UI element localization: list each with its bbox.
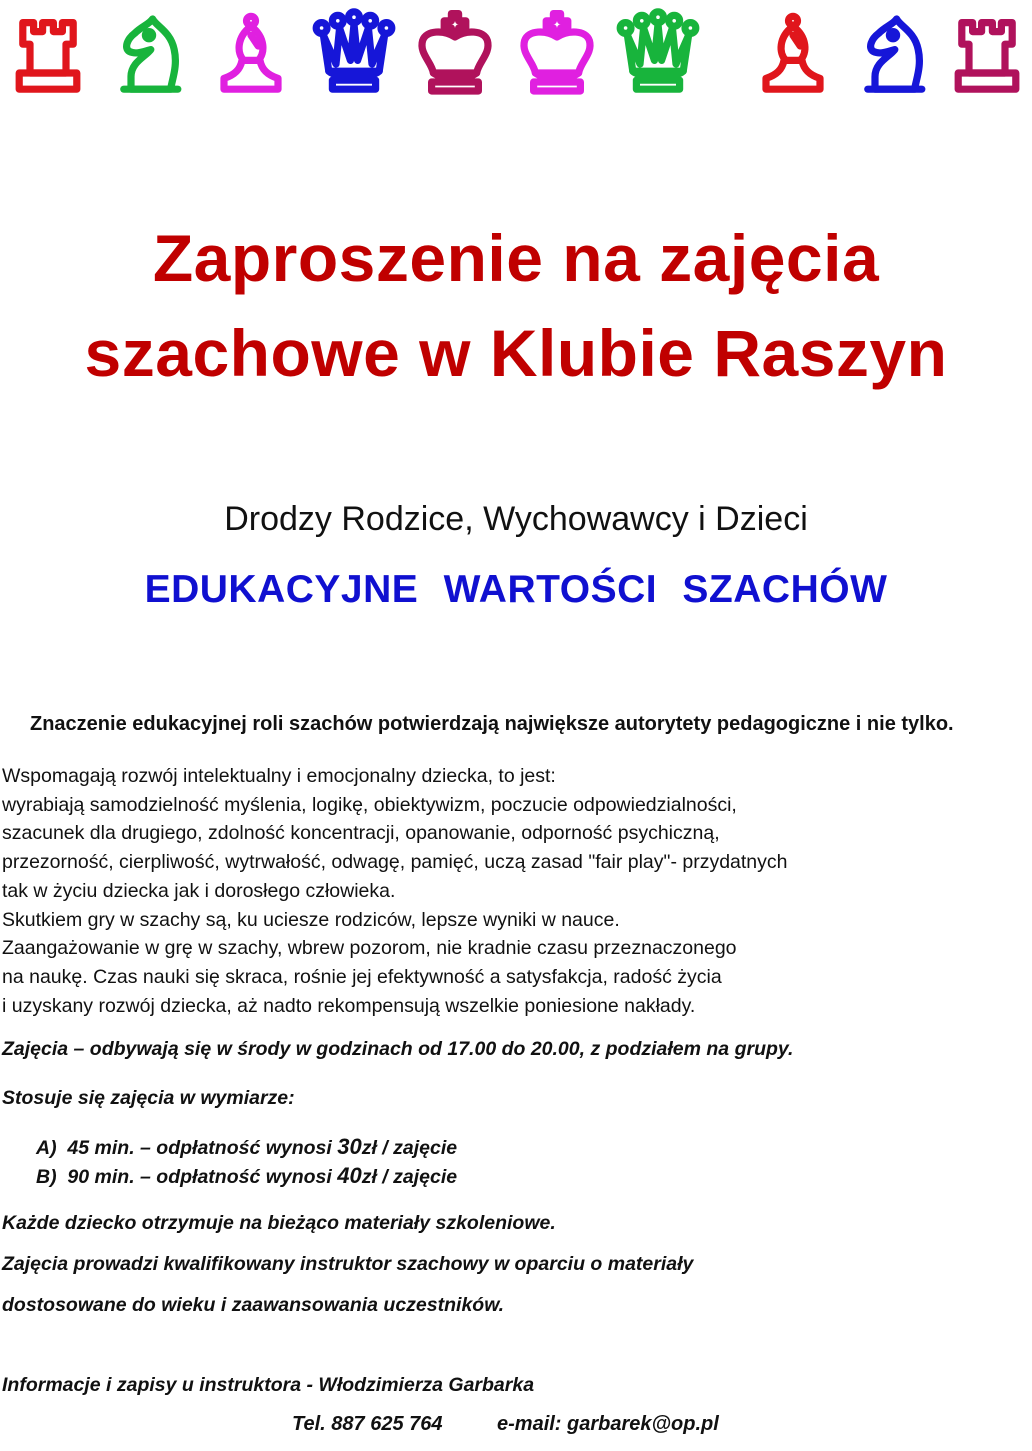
bishop-icon <box>748 10 838 100</box>
paragraph-line: Wspomagają rozwój intelektualny i emocjonalny dziecka, to jest: <box>2 765 556 787</box>
paragraph-line: szacunek dla drugiego, zdolność koncentracji, opanowanie, odporność psychiczną, <box>2 822 720 845</box>
info-text: Informacje i zapisy u instruktora - Włodzimierza Garbarka <box>2 1374 535 1396</box>
knight-icon <box>848 10 938 100</box>
paragraph-line: przezorność, cierpliwość, wytrwałość, odwagę, pamięć, uczą zasad "fair play"- przydatnych <box>2 851 788 874</box>
option-b <box>36 1163 457 1189</box>
queen-icon <box>613 10 703 100</box>
option-text: 45 min. – odpłatność wynosi <box>67 1137 338 1159</box>
queen-icon-svg <box>613 10 703 100</box>
paragraph-line: Zaangażowanie w grę w szachy, wbrew pozorom, nie kradnie czasu przeznaczonego <box>2 937 737 960</box>
schedule-text: Zajęcia – odbywają się w środy w godzinach od 17.00 do 20.00, z podziałem na grupy. <box>2 1038 794 1060</box>
paragraph-line: wyrabiają samodzielność myślenia, logikę, obiektywizm, poczucie odpowiedzialności, <box>2 793 737 816</box>
bishop-icon-svg <box>206 10 296 100</box>
option-price: 40 <box>337 1163 362 1188</box>
knight-icon-svg <box>104 10 194 100</box>
king-icon <box>410 10 500 100</box>
queen-icon-svg <box>309 10 399 100</box>
materials-text: Każde dziecko otrzymuje na bieżąco materiały szkoleniowe. <box>2 1212 556 1234</box>
king-icon <box>512 10 602 100</box>
rook-icon <box>3 10 93 100</box>
option-price: 30 <box>337 1134 362 1159</box>
king-icon-svg <box>410 10 500 100</box>
email-address[interactable]: e-mail: garbarek@op.pl <box>497 1413 719 1435</box>
benefits-paragraph <box>2 762 788 1020</box>
option-suffix: zł / zajęcie <box>361 1166 458 1188</box>
rook-icon-svg <box>942 10 1032 100</box>
option-suffix: zł / zajęcie <box>361 1137 458 1159</box>
rook-icon-svg <box>3 10 93 100</box>
subtitle: EDUKACYJNE WARTOŚCI SZACHÓW <box>144 568 888 611</box>
queen-icon <box>309 10 399 100</box>
chess-pieces-banner <box>0 0 1032 110</box>
rook-icon <box>942 10 1032 100</box>
knight-icon <box>104 10 194 100</box>
paragraph-line: tak w życiu dziecka jak i dorosłego człowieka. <box>2 879 396 902</box>
paragraph-line: na naukę. Czas nauki się skraca, rośnie jej efektywność a satysfakcja, radość życia <box>2 965 722 988</box>
phone-number: Tel. 887 625 764 <box>292 1413 443 1435</box>
knight-icon-svg <box>848 10 938 100</box>
option-marker: A) <box>36 1137 57 1159</box>
lead-sentence: Znaczenie edukacyjnej roli szachów potwierdzają największe autorytety pedagogiczne i nie tylko. <box>30 713 954 735</box>
dimension-intro: Stosuje się zajęcia w wymiarze: <box>2 1087 295 1109</box>
page-title-line-2: szachowe w Klubie Raszyn <box>84 316 948 390</box>
greeting: Drodzy Rodzice, Wychowawcy i Dzieci <box>224 500 808 538</box>
bishop-icon <box>206 10 296 100</box>
option-text: 90 min. – odpłatność wynosi <box>67 1166 338 1188</box>
instructor-text-line-1: Zajęcia prowadzi kwalifikowany instruktor szachowy w oparciu o materiały <box>2 1253 694 1275</box>
paragraph-line: i uzyskany rozwój dziecka, aż nadto rekompensują wszelkie poniesione nakłady. <box>2 994 696 1017</box>
instructor-text-line-2: dostosowane do wieku i zaawansowania uczestników. <box>2 1294 505 1316</box>
paragraph-line: Skutkiem gry w szachy są, ku uciesze rodziców, lepsze wyniki w nauce. <box>2 908 620 931</box>
page-title-line-1: Zaproszenie na zajęcia <box>152 221 880 295</box>
bishop-icon-svg <box>748 10 838 100</box>
option-marker: B) <box>36 1166 57 1188</box>
king-icon-svg <box>512 10 602 100</box>
option-a <box>36 1134 457 1160</box>
